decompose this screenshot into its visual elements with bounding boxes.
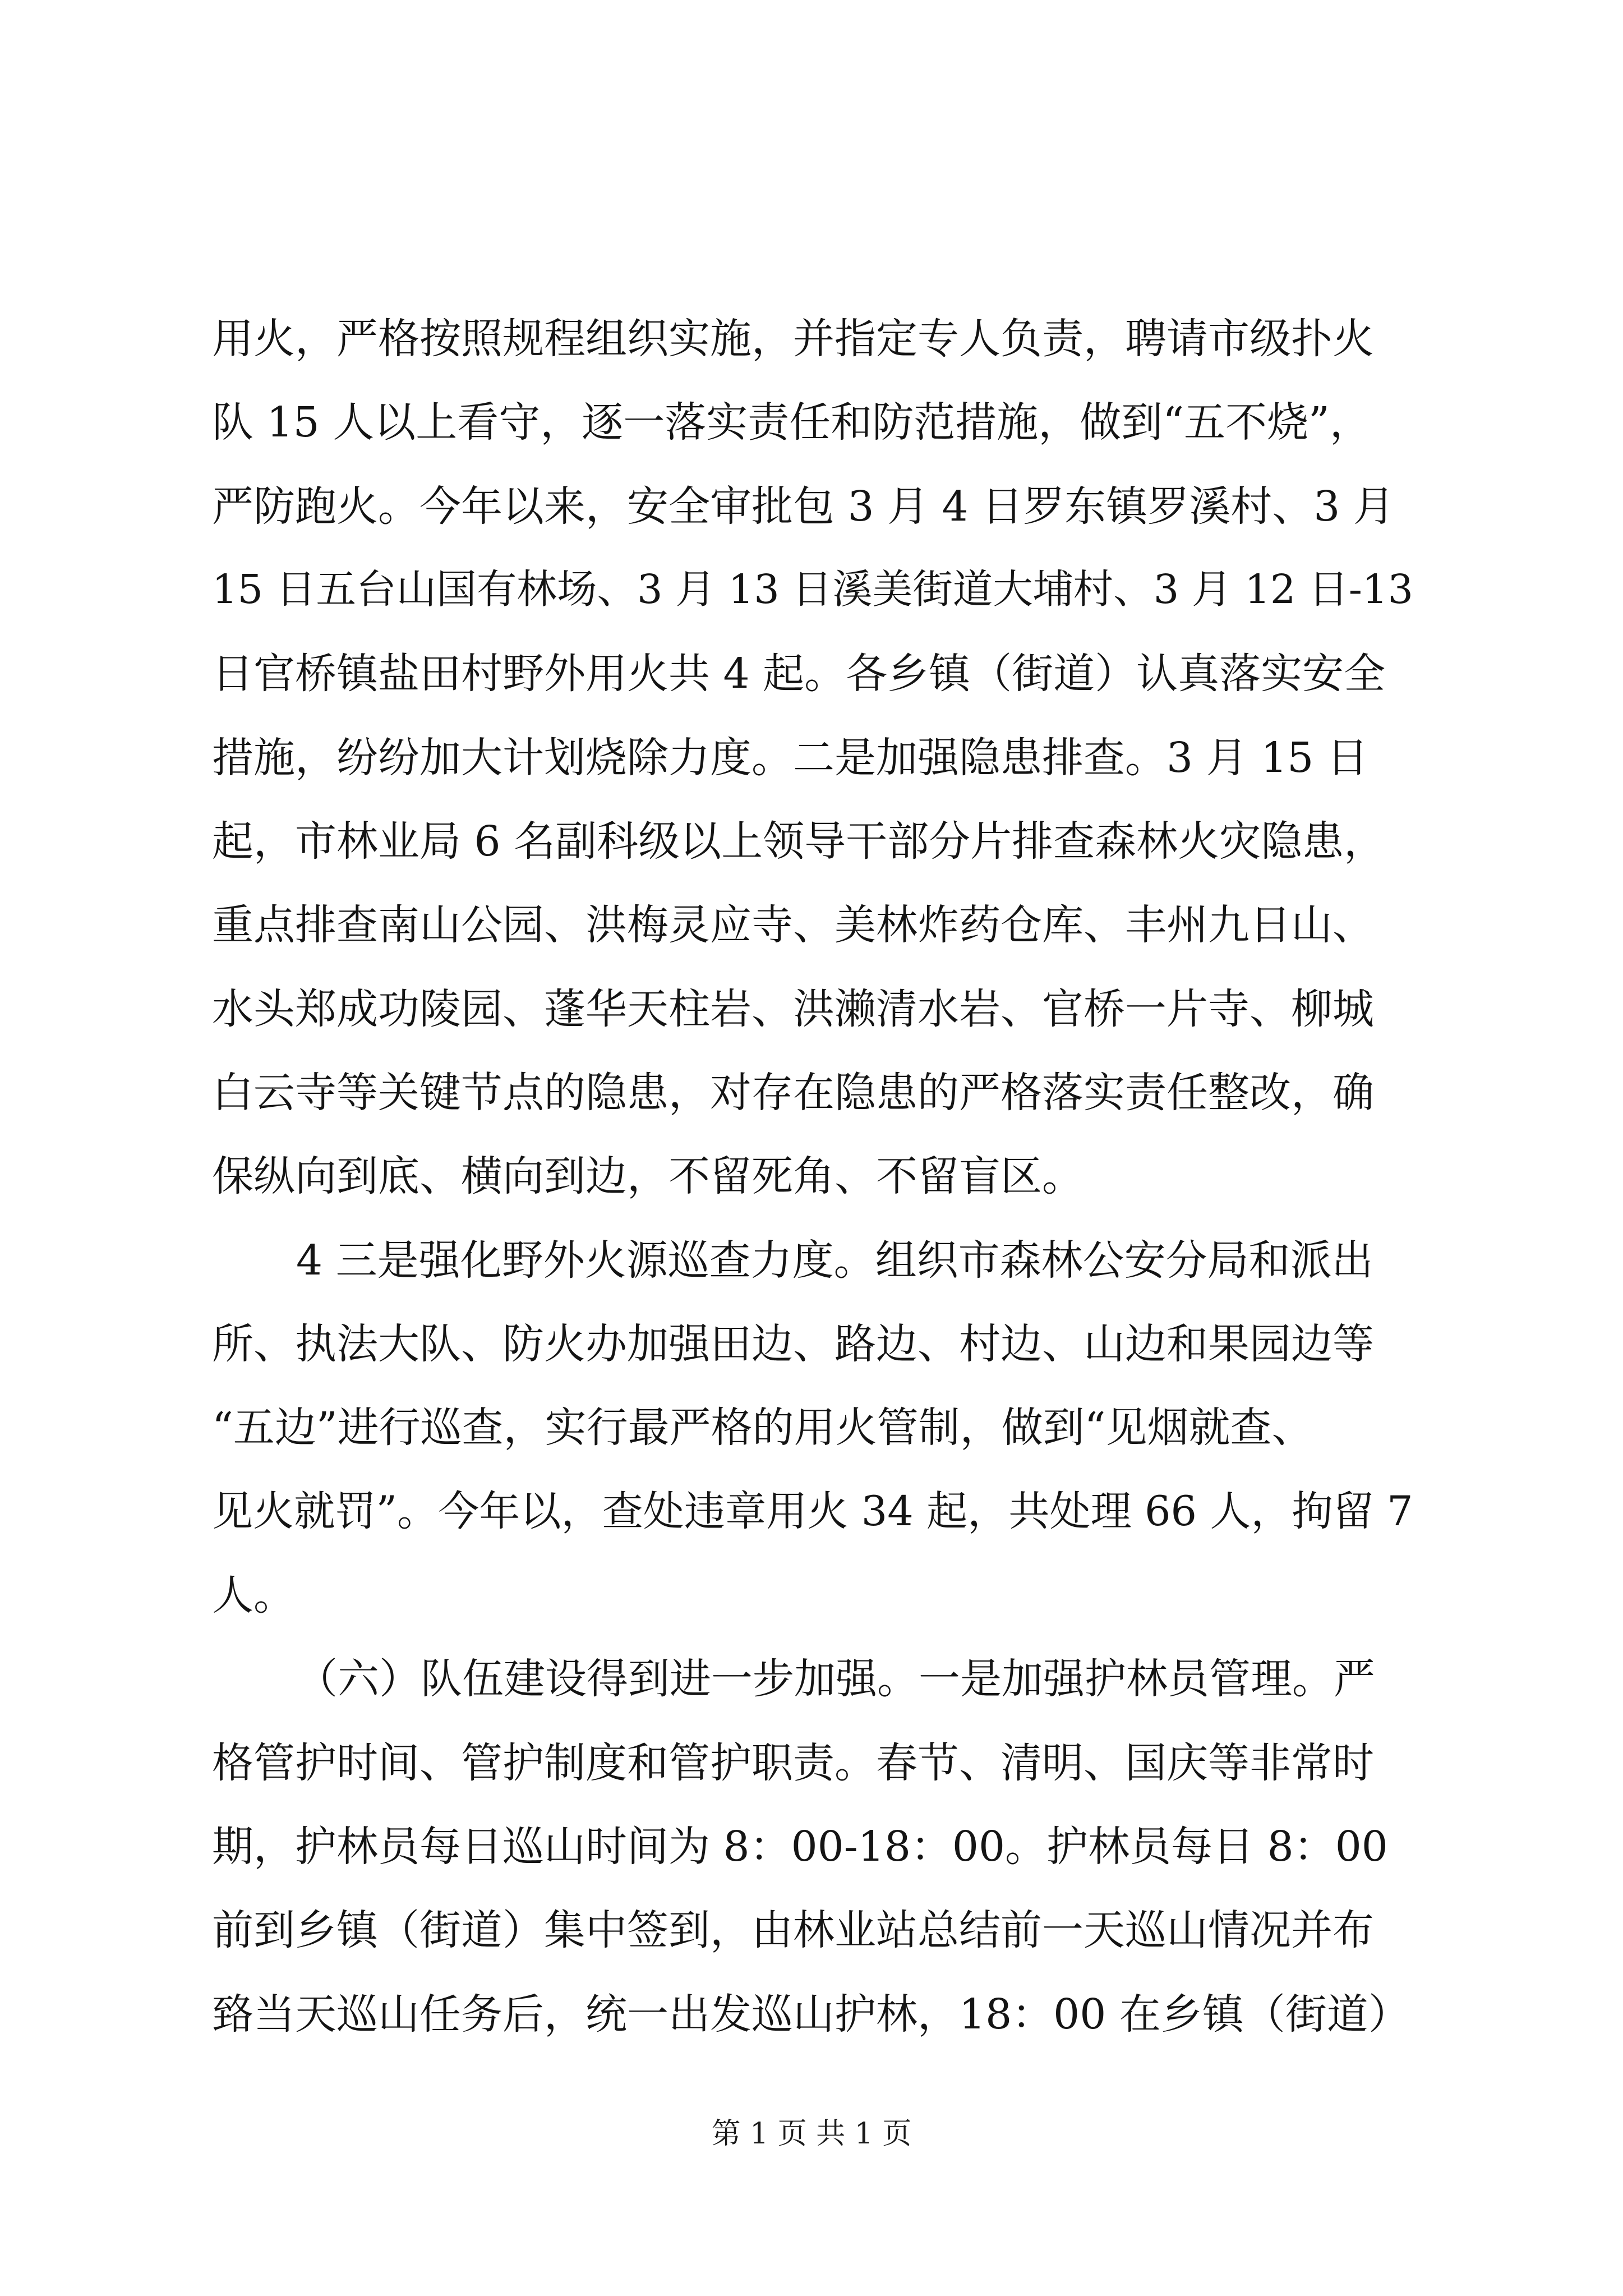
line-text: 保纵向到底、横向到边，不留死角、不留盲区。 xyxy=(212,1152,1083,1200)
page-footer: 第 1 页 共 1 页 xyxy=(711,2117,912,2151)
line-text: 水头郑成功陵园、蓬华天柱岩、洪濑清水岩、官桥一片寺、柳城 xyxy=(212,985,1374,1033)
line-text: 队 15 人以上看守，逐一落实责任和防范措施，做到“五不烧”， xyxy=(212,398,1371,447)
line-text: 人。 xyxy=(212,1571,295,1619)
line-text: 前到乡镇（街道）集中签到，由林业站总结前一天巡山情况并布 xyxy=(212,1906,1374,1954)
line-text: 严防跑火。今年以来，安全审批包 3 月 4 日罗东镇罗溪村、3 月 xyxy=(212,482,1395,531)
line-text: 期，护林员每日巡山时间为 8：00-18：00。护林员每日 8：00 xyxy=(212,1823,1388,1871)
line-text: 格管护时间、管护制度和管护职责。春节、清明、国庆等非常时 xyxy=(212,1739,1374,1787)
line-text: （六）队伍建设得到进一步加强。一是加强护林员管理。严 xyxy=(296,1655,1375,1703)
line-text: 15 日五台山国有林场、3 月 13 日溪美街道大埔村、3 月 12 日-13 xyxy=(212,566,1413,613)
line-text: 用火，严格按照规程组织实施，并指定专人负责，聘请市级扑火 xyxy=(212,315,1374,363)
line-text: 日官桥镇盐田村野外用火共 4 起。各乡镇（街道）认真落实安全 xyxy=(212,650,1386,698)
line-text: 白云寺等关键节点的隐患，对存在隐患的严格落实责任整改，确 xyxy=(212,1069,1374,1117)
line-text: 臵当天巡山任务后，统一出发巡山护林，18：00 在乡镇（街道） xyxy=(212,1990,1410,2039)
line-text: 4 三是强化野外火源巡查力度。组织市森林公安分局和派出 xyxy=(296,1236,1373,1285)
line-text: 起，市林业局 6 名副科级以上领导干部分片排查森林火灾隐患， xyxy=(212,817,1386,866)
line-text: “五边”进行巡查，实行最严格的用火管制，做到“见烟就查、 xyxy=(212,1404,1313,1452)
line-text: 措施，纷纷加大计划烧除力度。二是加强隐患排查。3 月 15 日 xyxy=(212,734,1368,782)
line-text: 见火就罚”。今年以，查处违章用火 34 起，共处理 66 人，拘留 7 xyxy=(212,1488,1413,1535)
line-text: 所、执法大队、防火办加强田边、路边、村边、山边和果园边等 xyxy=(212,1320,1374,1368)
line-text: 重点排查南山公园、洪梅灵应寺、美林炸药仓库、丰州九日山、 xyxy=(212,901,1374,949)
